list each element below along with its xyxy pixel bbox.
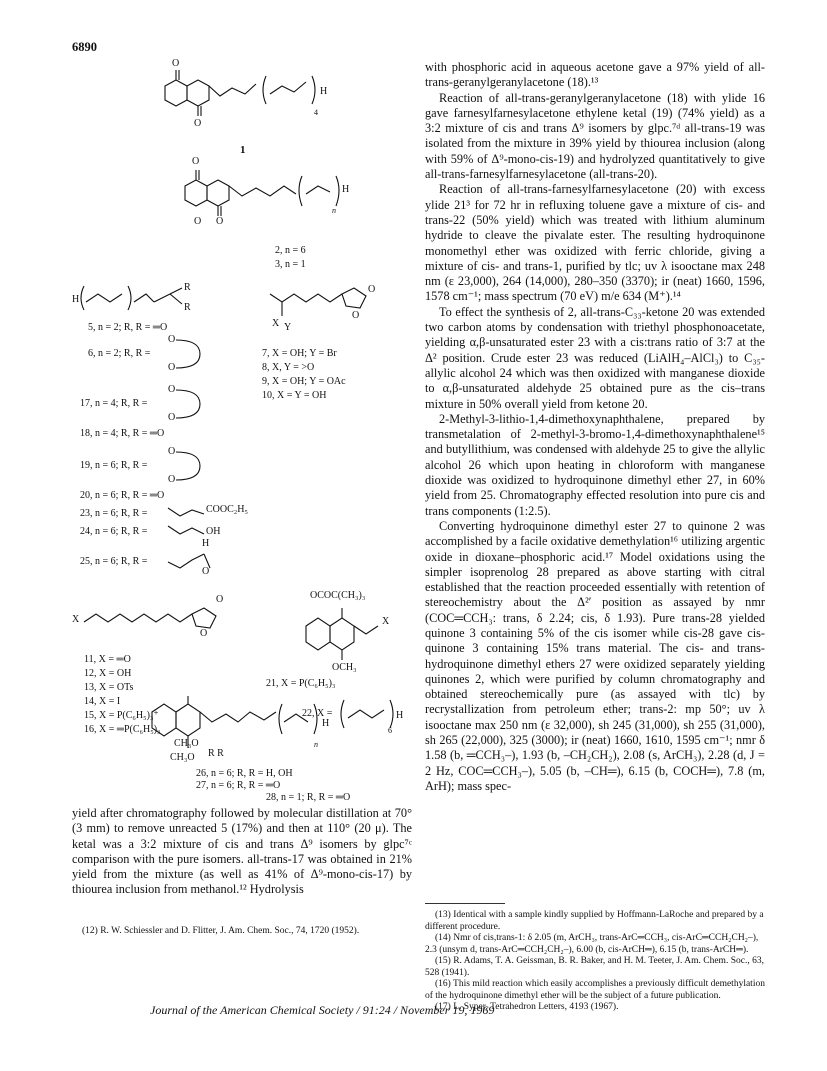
sub-26-rr: R R [208, 748, 224, 759]
sub-21-bot: OCH₃ [332, 662, 357, 673]
sub-21-top: OCOC(CH₃)₃ [310, 590, 366, 601]
footnote-15: (15) R. Adams, T. A. Geissman, B. R. Baker, and H. M. Teeter, J. Am. Chem. Soc., 63, 528 (1941). [425, 956, 764, 978]
label-23: 23, n = 6; R, R = [80, 508, 148, 519]
structure-2-3 [70, 158, 410, 248]
row3-y: Y [284, 322, 292, 333]
row3-x: X [272, 318, 280, 329]
label-16: 16, X = ═P(C₆H₅)₃ [84, 724, 161, 735]
footnote-17: (17) L. Syper, Tetrahedron Letters, 4193 (1967). [435, 1002, 619, 1012]
row3-h: H [72, 294, 80, 305]
h-22: H [396, 710, 404, 721]
left-column-text [72, 806, 412, 898]
right-column-text [425, 60, 765, 794]
right-paragraph-2: Reaction of all-trans-geranylgeranylacetone (18) with ylide 16 gave farnesylfarnesylacetone ethylene ketal (19) (74% yield) as a 3:2 mixture of cis and trans Δ⁹ isomers by glpc.⁷ᵈ all-trans-19 was isolated from the mixture in 39% yield by thiourea inclusion (along with 59% of Δ⁹-mono-cis-19) and hydrolyzed quantitatively to give all-trans-farnesylfarnesylacetone (all-trans-20). [425, 90, 765, 182]
right-paragraph-3: Reaction of all-trans-farnesylfarnesylacetone (20) with excess ylide 21³ for 72 hr in refluxing toluene gave a mixture of cis- and trans-22 (50% yield) which was treated with lithium aluminum hydride to cleave the pivalate ester. The resulting hydroquinone monomethyl ether was oxidized with ferric chloride, giving a mixture of cis- and trans-1, purified by tlc; uv λ isooctane max 248 nm (ε 23,000), 264 (14,000), 280–350 (3370); ir (neat) 1660, 1596, 1578 cm⁻¹; mass spectrum (70 eV) m/e 634 (M⁺).¹⁴ [425, 182, 765, 304]
ketal-ring-19 [170, 448, 210, 488]
ketal-ring-17 [170, 386, 210, 426]
label-18: 18, n = 4; R, R = ═O [80, 428, 165, 439]
structure-11-16 [70, 588, 230, 648]
label-24: 24, n = 6; R, R = [80, 526, 148, 537]
structure-1 [70, 58, 410, 148]
n-26: n [314, 740, 318, 749]
label-10: 10, X = Y = OH [262, 390, 327, 401]
chain-24 [166, 522, 206, 542]
c23-n: n [332, 206, 336, 215]
row3-r2: R [184, 302, 191, 313]
footnotes-right [425, 910, 765, 1014]
right-paragraph-1: with phosphoric acid in aqueous acetone gave a 97% yield of all-trans-geranylgeranylacetone (18).¹³ [425, 60, 765, 90]
footnote-rule [425, 903, 505, 904]
label-27: 27, n = 6; R, R = ═O [196, 780, 281, 791]
label-8: 8, X, Y = >O [262, 362, 315, 373]
c1-n: 4 [314, 108, 318, 117]
c1-h: H [320, 86, 328, 97]
row3-r1: R [184, 282, 191, 293]
footnote-14: (14) Nmr of cis,trans-1: δ 2.05 (m, ArCH₃, trans-ArC═CCH₃, cis-ArC═CCH₂CH₂–), 2.3 (unsym d, trans-ArC═CCH₂CH₂–), 6.00 (b, cis-ArCH═), 6.15 (b, trans-ArCH═). [425, 933, 759, 955]
label-26: 26, n = 6; R, R = H, OH [196, 768, 293, 779]
label-3: 3, n = 1 [275, 259, 306, 270]
structures-figure: O O H 4 1 O O O H n 2, n = 6 3, n = 1 H R R X Y O O 5, n = 2; R, R = ═O O 6, n = 2; R, R = O 7, X = OH; Y = Br 8, X, Y = >O 9, X = OH; Y = OAc 10, X = Y = OH O 17, n = 4; R, R = O 18, n = 4; R, R = ═O O 19, n = 6; R, R = O 20, n = 6; R, R = ═O 23, n = 6; R, R = COOC₂H₅ 24, n = 6; R, R = OH H 25, n = 6; R, R = O X O O 11, X = ═O 12, X = OH 13, X = OTs 14, X = I 15, X = P(C₆H₅)₃⁺ 16, X = ═P(C₆H₅)₃ OCOC(CH₃)₃ X OCH₃ 21, X = P(C₆H₅)₃ 22, X = H 6 CH₃O [70, 58, 410, 778]
x-11: X [72, 614, 80, 625]
c23-h: H [342, 184, 350, 195]
label-17: 17, n = 4; R, R = [80, 398, 148, 409]
chain-23 [166, 504, 206, 524]
page-number: 6890 [72, 40, 97, 54]
label-14: 14, X = I [84, 696, 121, 707]
h-25: H [202, 538, 210, 549]
footnotes-left [72, 926, 412, 938]
label-1: 1 [240, 144, 246, 156]
right-paragraph-6: Converting hydroquinone dimethyl ester 27 to quinone 2 was accomplished by a facile oxidative demethylation¹⁶ utilizing argentic oxide in dioxane–phosphoric acid.¹⁷ Model oxidations using the simpler isoprenolog 28 prepared as above starting with citral established that the reaction proceeded essentially with retention of stereochemistry about the Δ²′ position as assayed by nmr (COC═CCH₃: trans, δ 2.24; cis, δ 1.93). Pure trans-28 yielded quinone 3 containing 5% of the cis isomer while cis-28 gave cis-quinone 3 containing 15% trans material. The cis- and trans-hydroquinone dimethyl ethers 27 were oxidized separately yielding quinones 2, which were purified by column chromatography and obtained stereochemically pure (as assayed with tlc) by recrystallization from petroleum ether; trans-2: mp 50°; uv λ isooctane max 250 nm (ε 32,000), sh 245 (31,000), sh 255 (31,000), sh 265 (22,000), 325 (3000); ir (neat) 1660, 1610, 1595 cm⁻¹; nmr δ 1.58 (b, ═CCH₃–), 1.93 (b, –CH₂CH₂), 2.08 (s, ArCH₃), 2.28 (d, J = 2 Hz, COC═CCH₃–), 5.05 (b, –CH═), 6.15 (b, COCH═), 7.8 (m, ArH); mass spec- [425, 518, 765, 793]
footnote-12: (12) R. W. Schiessler and D. Flitter, J. Am. Chem. Soc., 74, 1720 (1952). [82, 926, 360, 936]
label-11: 11, X = ═O [84, 654, 131, 665]
label-6: 6, n = 2; R, R = [88, 348, 151, 359]
label-25: 25, n = 6; R, R = [80, 556, 148, 567]
left-paragraph: yield after chromatography followed by molecular distillation at 70° (3 mm) to remove unreacted 5 (17%) and then at 110° (20 μ). The ketal was a 3:2 mixture of cis and trans Δ⁹ isomers by glpc⁷ᶜ comparison with the pure isomers. all-trans-17 was obtained in 21% yield from the mixture (as well as 41% of Δ⁹-mono-cis-17) by thiourea inclusion from methanol.¹² Hydrolysis [72, 806, 412, 897]
ketal-ring-6 [170, 336, 210, 376]
label-28: 28, n = 1; R, R = ═O [266, 792, 351, 803]
label-22: 22, X = [302, 708, 333, 719]
label-12: 12, X = OH [84, 668, 132, 679]
sub-21-x: X [382, 616, 390, 627]
sub-26-top: CH₃O [174, 738, 199, 749]
label-19: 19, n = 6; R, R = [80, 460, 148, 471]
sub-23: COOC₂H₅ [206, 504, 248, 515]
right-paragraph-4: To effect the synthesis of 2, all-trans-C₃₃-ketone 20 was extended two carbon atoms by condensation with triethyl phosphonoacetate, yielding α,β-unsaturated ester 23 with a cis:trans ratio of 3:7 at the Δ² position. Crude ester 23 was reduced (LiAlH₄–AlCl₃) to C₃₅-allylic alcohol 24 which was then oxidized with manganese dioxide to α,β-unsaturated aldehyde 25 obtained pure as the cis–trans mixture in 50% overall yield from ketone 20. [425, 304, 765, 411]
journal-footer: Journal of the American Chemical Society / 91:24 / November 19, 1969 [150, 1003, 495, 1017]
sub-24: OH [206, 526, 221, 537]
label-20: 20, n = 6; R, R = ═O [80, 490, 165, 501]
sub-26-bot: CH₃O [170, 752, 195, 763]
h-26: H [322, 718, 330, 729]
right-paragraph-5: 2-Methyl-3-lithio-1,4-dimethoxynaphthalene, prepared by transmetalation of 2-methyl-3-bromo-1,4-dimethoxynaphthalene¹⁵ and butyllithium, was condensed with aldehyde 25 to give the allylic alcohol 26 which upon heating in chloroform with manganese dioxide was oxidized to hydroquinone dimethyl ether 27, in 60% yield from 25. Chromatography effected resolution into pure cis and trans components (1:2.5). [425, 411, 765, 518]
label-21: 21, X = P(C₆H₅)₃ [266, 678, 336, 689]
label-13: 13, X = OTs [84, 682, 134, 693]
n-22: 6 [388, 726, 392, 735]
label-15: 15, X = P(C₆H₅)₃⁺ [84, 710, 159, 721]
label-2: 2, n = 6 [275, 245, 306, 256]
label-5: 5, n = 2; R, R = ═O [88, 322, 168, 333]
label-9: 9, X = OH; Y = OAc [262, 376, 346, 387]
footnote-16: (16) This mild reaction which easily accomplishes a previously difficult demethylation of the hydroquinone dimethyl ether will be the subject of a future publication. [425, 979, 765, 1001]
footnote-13: (13) Identical with a sample kindly supplied by Hoffmann-LaRoche and prepared by a different procedure. [425, 910, 764, 932]
label-7: 7, X = OH; Y = Br [262, 348, 337, 359]
